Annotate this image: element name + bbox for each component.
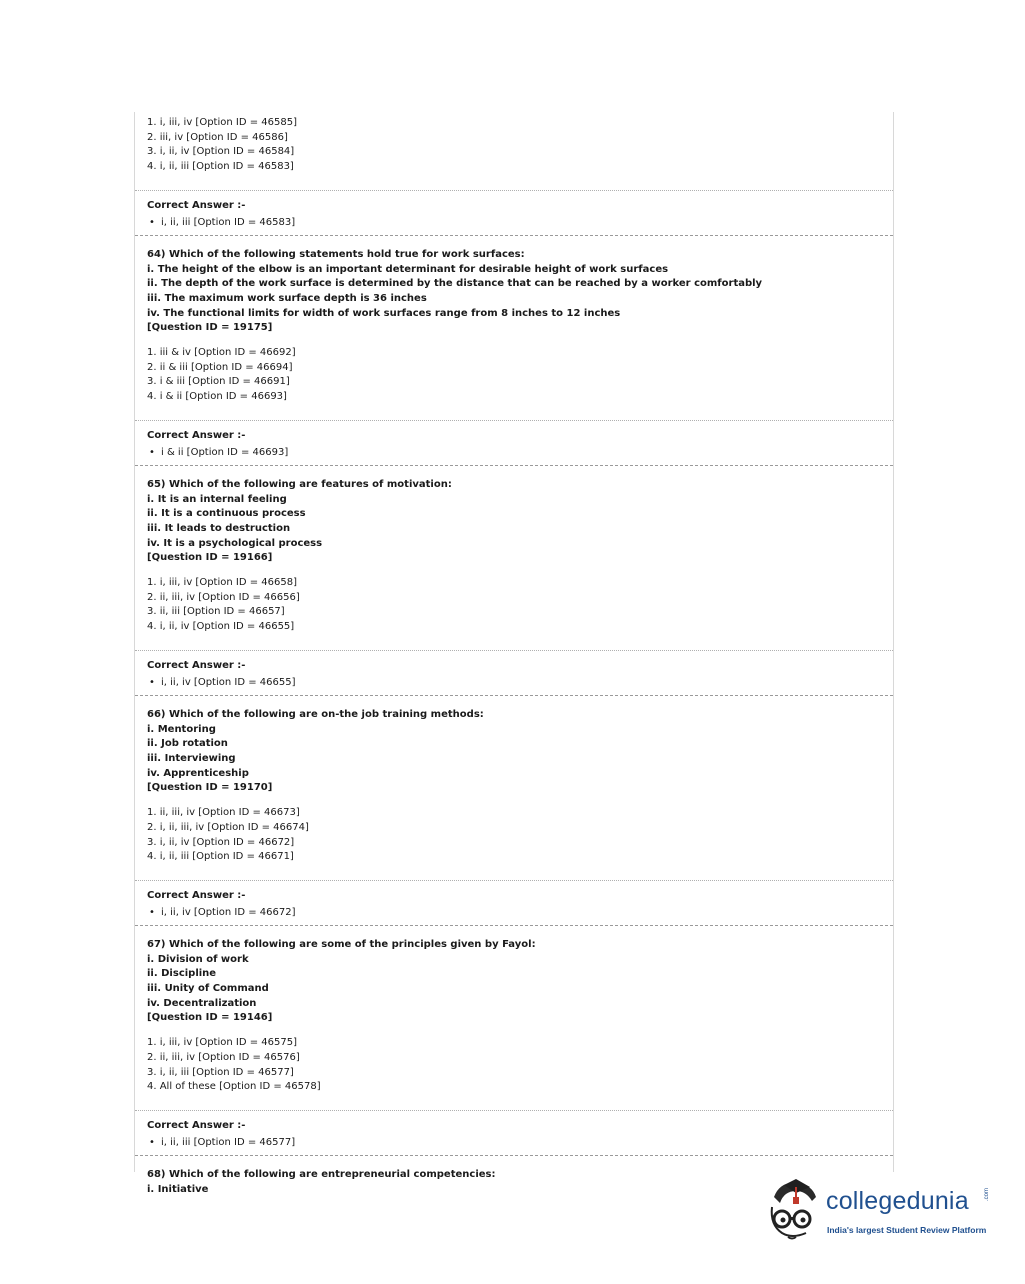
question-id: [Question ID = 19146] [147,1012,273,1024]
correct-answer-label: Correct Answer :- [147,199,246,211]
statement: i. The height of the elbow is an important determinant for desirable height of work surfaces [147,263,669,275]
question-text: 66) Which of the following are on-the job training methods: [147,708,484,720]
question-65 [135,466,893,640]
brand-tagline: India's largest Student Review Platform [827,1225,987,1235]
question-text: 67) Which of the following are some of the principles given by Fayol: [147,938,536,950]
question-67 [135,926,893,1100]
option: 4. i, ii, iii [Option ID = 46671] [147,851,294,863]
option: 2. iii, iv [Option ID = 46586] [147,131,288,143]
option: 4. All of these [Option ID = 46578] [147,1081,321,1093]
question-64-answer [135,421,893,465]
statement: ii. Discipline [147,968,217,980]
correct-answer: • i, ii, iv [Option ID = 46672] [149,906,296,918]
option: 3. i & iii [Option ID = 46691] [147,376,290,388]
question-id: [Question ID = 19166] [147,552,273,564]
statement: ii. Job rotation [147,738,228,750]
option: 1. i, iii, iv [Option ID = 46575] [147,1037,297,1049]
statement: ii. The depth of the work surface is determined by the distance that can be reached by a worker comfortably [147,278,763,290]
question-66 [135,696,893,870]
correct-answer-label: Correct Answer :- [147,659,246,671]
statement: i. Division of work [147,953,249,965]
option: 3. i, ii, iii [Option ID = 46577] [147,1066,294,1078]
option: 3. ii, iii [Option ID = 46657] [147,606,285,618]
question-64 [135,236,893,410]
mascot-icon [766,1177,826,1247]
correct-answer: • i & ii [Option ID = 46693] [149,446,289,458]
option: 3. i, ii, iv [Option ID = 46584] [147,146,295,158]
statement: iii. Unity of Command [147,983,269,995]
question-id: [Question ID = 19175] [147,322,273,334]
statement: iv. Decentralization [147,997,257,1009]
correct-answer-label: Correct Answer :- [147,889,246,901]
option: 1. ii, iii, iv [Option ID = 46673] [147,807,300,819]
statement: iii. The maximum work surface depth is 36 inches [147,292,427,304]
question-63-answer [135,191,893,235]
option: 1. i, iii, iv [Option ID = 46585] [147,117,297,128]
option: 3. i, ii, iv [Option ID = 46672] [147,836,295,848]
option: 4. i, ii, iv [Option ID = 46655] [147,621,295,633]
brand-name: collegedunia [826,1187,969,1215]
option: 1. iii & iv [Option ID = 46692] [147,347,296,359]
question-text: 68) Which of the following are entrepreneurial competencies: [147,1168,496,1180]
correct-answer: • i, ii, iii [Option ID = 46583] [149,216,296,228]
statement: iv. The functional limits for width of work surfaces range from 8 inches to 12 inches [147,307,621,319]
collegedunia-logo [766,1177,996,1247]
question-63-options [135,112,893,180]
question-67-answer [135,1111,893,1155]
correct-answer-label: Correct Answer :- [147,429,246,441]
statement: iii. Interviewing [147,752,236,764]
option: 2. i, ii, iii, iv [Option ID = 46674] [147,821,309,833]
statement: iv. It is a psychological process [147,537,323,549]
question-id: [Question ID = 19170] [147,782,273,794]
option: 2. ii, iii, iv [Option ID = 46656] [147,591,300,603]
option: 4. i, ii, iii [Option ID = 46583] [147,161,294,173]
statement: i. Mentoring [147,723,216,735]
question-65-answer [135,651,893,695]
option: 2. ii, iii, iv [Option ID = 46576] [147,1051,300,1063]
statement: ii. It is a continuous process [147,508,306,520]
option: 1. i, iii, iv [Option ID = 46658] [147,577,297,589]
brand-domain: .com [984,1187,990,1201]
statement: iv. Apprenticeship [147,767,249,779]
statement: iii. It leads to destruction [147,522,291,534]
option: 2. ii & iii [Option ID = 46694] [147,361,293,373]
correct-answer: • i, ii, iv [Option ID = 46655] [149,676,296,688]
question-text: 64) Which of the following statements hold true for work surfaces: [147,248,525,260]
question-text: 65) Which of the following are features of motivation: [147,478,452,490]
option: 4. i & ii [Option ID = 46693] [147,391,287,403]
correct-answer: • i, ii, iii [Option ID = 46577] [149,1136,296,1148]
question-paper [134,112,894,1195]
statement: i. It is an internal feeling [147,493,287,505]
correct-answer-label: Correct Answer :- [147,1119,246,1131]
question-66-answer [135,881,893,925]
statement: i. Initiative [147,1183,209,1195]
